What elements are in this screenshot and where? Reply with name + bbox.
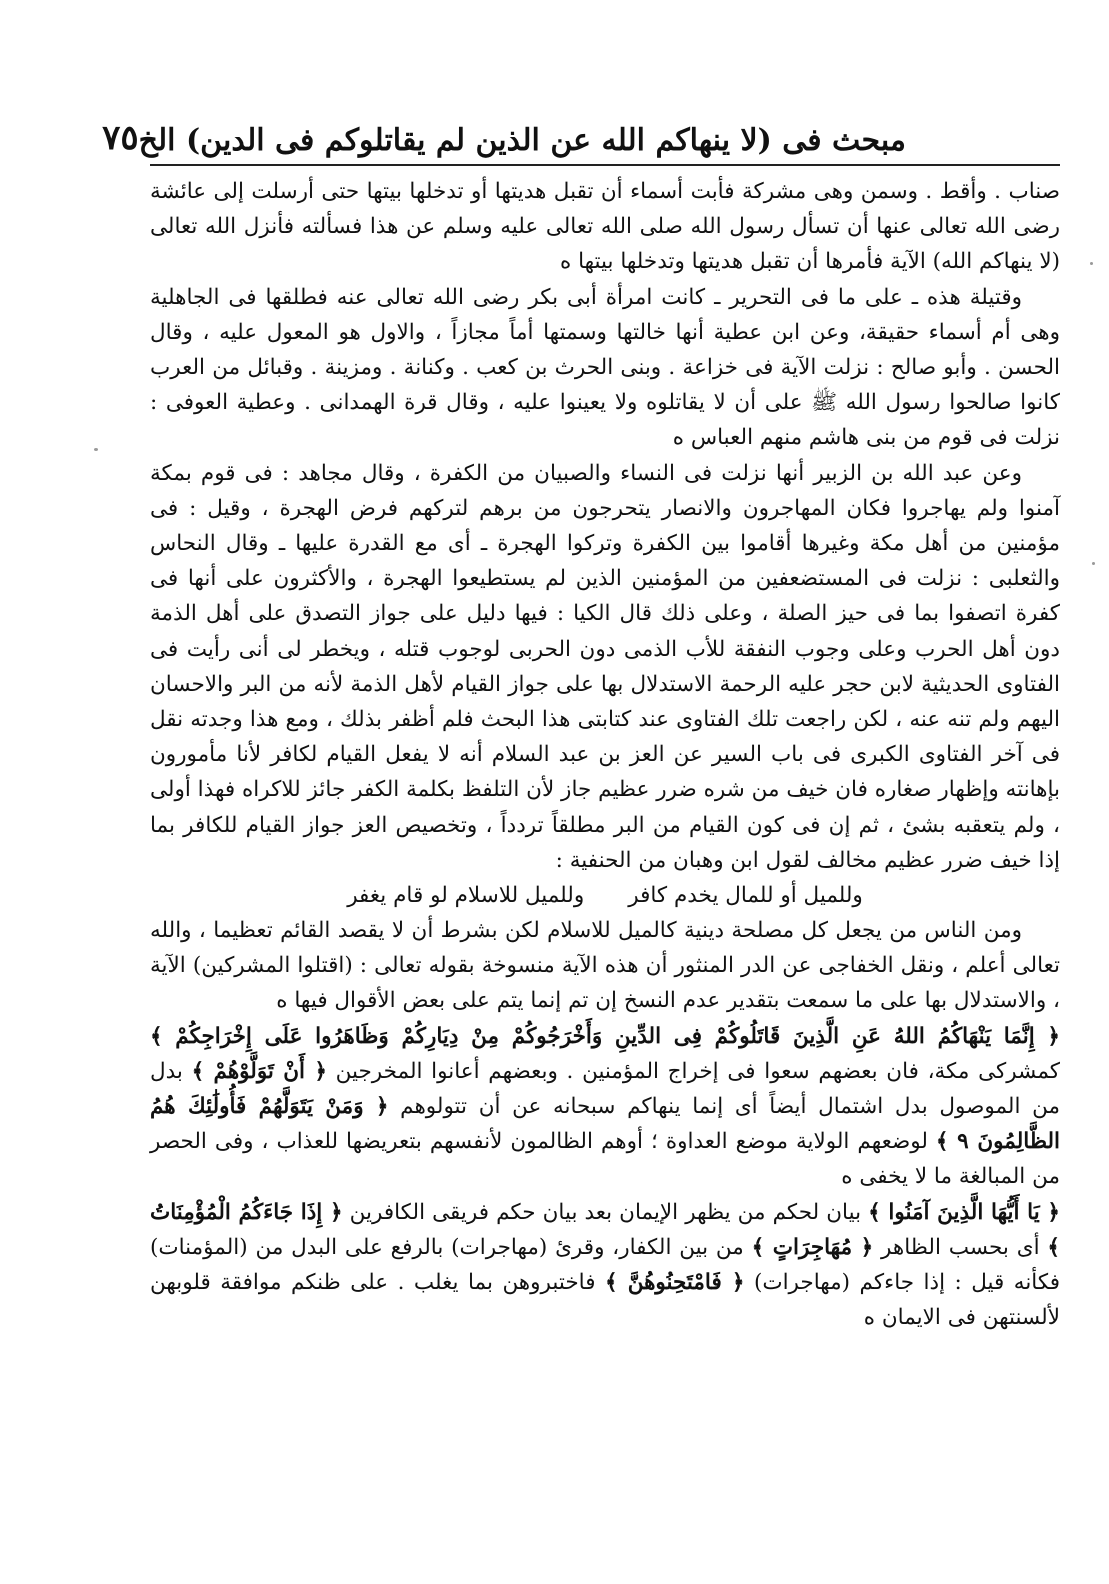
scan-speck (1092, 562, 1095, 565)
commentary-text: لوضعهم الولاية موضع العداوة ؛ أوهم الظالمون لأنفسهم بتعريضها للعذاب ، وفى الحصر من المبالغة ما لا يخفى ه (150, 1129, 1060, 1190)
commentary-text: من بين الكفار، وقرئ (مهاجرات) بالرفع على البدل من (المؤمنات) فكأنه قيل : إذا جاءكم (مهاجرات) (150, 1234, 1060, 1296)
quran-verse: ﴿ وَمَنْ يَتَوَلَّهُمْ فَأُولَٰئِكَ هُمُ الظَّالِمُونَ ٩ ﴾ (150, 1094, 1060, 1155)
verse-hemistich-right: وللميل أو للمال يخدم كافر (628, 883, 863, 909)
quran-verse: ﴿ إِذَا جَاءَكُمُ الْمُؤْمِنَاتُ ﴾ (150, 1199, 1060, 1260)
book-page (102, 108, 1060, 1548)
quran-verse: ﴿ يَا أَيُّهَا الَّذِينَ آمَنُوا ﴾ (868, 1199, 1060, 1225)
paragraph: ومن الناس من يجعل كل مصلحة دينية كالميل للاسلام لكن بشرط أن لا يقصد القائم تعظيما ، والله تعالى أعلم ، ونقل الخفاجى عن الدر المنثور أن هذه الآية منسوخة بقوله تعالى : (اقتلوا المشركين) الآية ، والاستدلال بها على ما سمعت بتقدير عدم النسخ إن تم إنما يتم على بعض الأقوال فيها ه (150, 918, 1060, 1014)
running-title: مبحث فى (لا ينهاكم الله عن الذين لم يقاتلوكم فى الدين) الخ (138, 123, 906, 158)
scan-speck (1090, 262, 1093, 265)
paragraph: صناب . وأقط . وسمن وهى مشركة فأبت أسماء أن تقبل هديتها أو تدخلها بيتها حتى أرسلت إلى عائشة رضى الله تعالى عنها أن تسأل رسول الله صلى الله تعالى عليه وسلم عن هذا فسألته فأنزل الله تعالى (لا ينهاكم الله) الآية فأمرها أن تقبل هديتها وتدخلها بيتها ه (150, 179, 1060, 275)
page-body (150, 174, 1060, 1336)
quran-verse: ﴿ أَنْ تَوَلَّوْهُمْ ﴾ (191, 1058, 327, 1084)
poetry-verse (150, 878, 1060, 913)
commentary-text: كمشركى مكة، فان بعضهم سعوا فى إخراج المؤمنين . وبعضهم أعانوا المخرجين (326, 1058, 1060, 1084)
quran-verse: ﴿ مُهَاجِرَاتٍ ﴾ (751, 1234, 874, 1260)
page-number: ٧٥ (102, 118, 139, 158)
commentary-text: بيان لحكم من يظهر الإيمان بعد بيان حكم فريقى الكافرين (342, 1199, 869, 1225)
scan-speck (94, 448, 98, 451)
quran-commentary-paragraph (150, 1195, 1060, 1336)
paragraph: وعن عبد الله بن الزبير أنها نزلت فى النساء والصبيان من الكفرة ، وقال مجاهد : فى قوم بمكة آمنوا ولم يهاجروا فكان المهاجرون والانصار يتحرجون من برهم لتركهم فرض الهجرة ، وقيل : فى مؤمنين من أهل مكة وغيرها أقاموا بين الكفرة وتركوا الهجرة ـ أى مع القدرة عليها ـ وقال النحاس والثعلبى : نزلت فى المستضعفين من المؤمنين الذين لم يستطيعوا الهجرة ، والأكثرون على أنها فى كفرة اتصفوا بما فى حيز الصلة ، وعلى ذلك قال الكيا : فيها دليل على جواز التصدق على أهل الذمة دون أهل الحرب وعلى وجوب النفقة للأب الذمى دون الحربى لوجوب قتله ، ويخطر لى أنى رأيت فى الفتاوى الحديثية لابن حجر عليه الرحمة الاستدلال بها على جواز القيام لأهل الذمة لأنه من البر والاحسان اليهم ولم تنه عنه ، لكن راجعت تلك الفتاوى عند كتابتى هذا البحث فلم أظفر بذلك ، ومع هذا وجدته نقل فى آخر الفتاوى الكبرى فى باب السير عن العز بن عبد السلام أنه لا يفعل القيام لكافر لأنا مأمورون بإهانته وإظهار صغاره فان خيف من شره ضرر عظيم جاز لأن التلفظ بكلمة الكفر جائز للاكراه فهذا أولى ، ولم يتعقبه بشئ ، ثم إن فى كون القيام من البر مطلقاً تردداً ، وتخصيص العز جواز القيام للكافر بما إذا خيف ضرر عظيم مخالف لقول ابن وهبان من الحنفية : (150, 460, 1060, 873)
quran-commentary-paragraph (150, 1019, 1060, 1195)
paragraph: وقتيلة هذه ـ على ما فى التحرير ـ كانت امرأة أبى بكر رضى الله تعالى عنه فطلقها فى الجاهلية وهى أم أسماء حقيقة، وعن ابن عطية أنها خالتها وسمتها أماً مجازاً ، والاول هو المعول عليه ، وقال الحسن . وأبو صالح : نزلت الآية فى خزاعة . وبنى الحرث بن كعب . وكنانة . ومزينة . وقبائل من العرب كانوا صالحوا رسول الله ﷺ على أن لا يقاتلوه ولا يعينوا عليه ، وقال قرة الهمدانى . وعطية العوفى : نزلت فى قوم من بنى هاشم منهم العباس ه (150, 284, 1060, 451)
commentary-text: بدل من الموصول بدل اشتمال أيضاً أى إنما ينهاكم سبحانه عن أن تتولوهم (150, 1058, 1060, 1120)
quran-verse: ﴿ إِنَّمَا يَنْهَاكُمُ اللهُ عَنِ الَّذِينَ قَاتَلُوكُمْ فِى الدِّينِ وَأَخْرَجُوكُمْ مِنْ دِيَارِكُمْ وَظَاهَرُوا عَلَى إِخْرَاجِكُمْ ﴾ (150, 1023, 1060, 1049)
page-header (102, 108, 1060, 166)
quran-verse: ﴿ فَامْتَحِنُوهُنَّ ﴾ (604, 1270, 745, 1296)
commentary-text: فاختبروهن بما يغلب . على ظنكم موافقة قلوبهن لألسنتهن فى الايمان ه (150, 1270, 1060, 1331)
verse-hemistich-left: وللميل للاسلام لو قام يغفر (347, 883, 585, 909)
commentary-text: أى بحسب الظاهر (873, 1234, 1048, 1260)
